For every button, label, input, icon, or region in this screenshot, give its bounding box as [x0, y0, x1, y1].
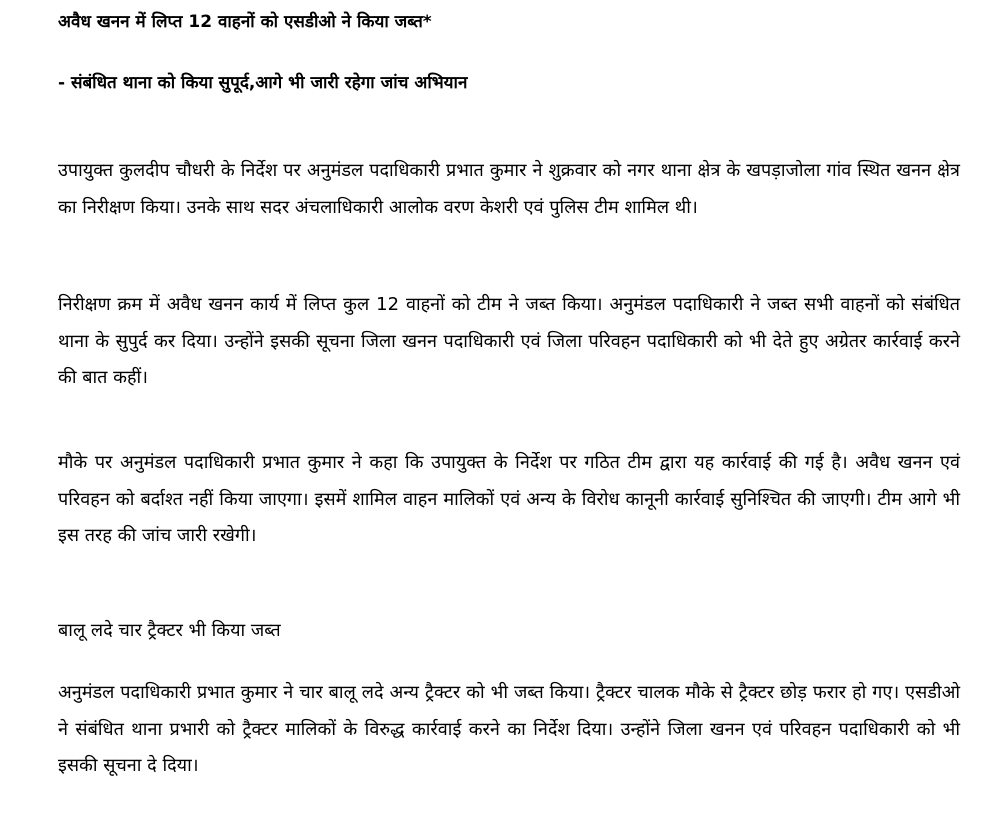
article-headline: अवैध खनन में लिप्त 12 वाहनों को एसडीओ ने किया जब्त* [58, 12, 432, 32]
paragraph-4: अनुमंडल पदाधिकारी प्रभात कुमार ने चार बालू लदे अन्य ट्रैक्टर को भी जब्त किया। ट्रैक्टर चालक मौके से ट्रैक्टर छोड़ फरार हो गए। एसडीओ ने संबंधित थाना प्रभारी को ट्रैक्टर मालिकों के विरुद्ध कार्रवाई करने का निर्देश दिया। उन्होंने जिला खनन एवं परिवहन पदाधिकारी को भी इसकी सूचना दे दिया। [58, 682, 960, 776]
paragraph-2: निरीक्षण क्रम में अवैध खनन कार्य में लिप्त कुल 12 वाहनों को टीम ने जब्त किया। अनुमंडल पदाधिकारी ने जब्त सभी वाहनों को संबंधित थाना के सुपुर्द कर दिया। उन्होंने इसकी सूचना जिला खनन पदाधिकारी एवं जिला परिवहन पदाधिकारी को भी देते हुए अग्रेतर कार्रवाई करने की बात कहीं। [58, 294, 960, 388]
paragraph-3: मौके पर अनुमंडल पदाधिकारी प्रभात कुमार ने कहा कि उपायुक्त के निर्देश पर गठित टीम द्वारा यह कार्रवाई की गई है। अवैध खनन एवं परिवहन को बर्दाश्त नहीं किया जाएगा। इसमें शामिल वाहन मालिकों एवं अन्य के विरोध कानूनी कार्रवाई सुनिश्चित की जाएगी। टीम आगे भी इस तरह की जांच जारी रखेगी। [58, 452, 961, 546]
section-subheading: बालू लदे चार ट्रैक्टर भी किया जब्त [58, 620, 281, 641]
paragraph-1: उपायुक्त कुलदीप चौधरी के निर्देश पर अनुमंडल पदाधिकारी प्रभात कुमार ने शुक्रवार को नगर थाना क्षेत्र के खपड़ाजोला गांव स्थित खनन क्षेत्र का निरीक्षण किया। उनके साथ सदर अंचलाधिकारी आलोक वरण केशरी एवं पुलिस टीम शामिल थी। [58, 160, 960, 218]
article-subheadline: - संबंधित थाना को किया सुपूर्द,आगे भी जारी रहेगा जांच अभियान [58, 73, 468, 93]
